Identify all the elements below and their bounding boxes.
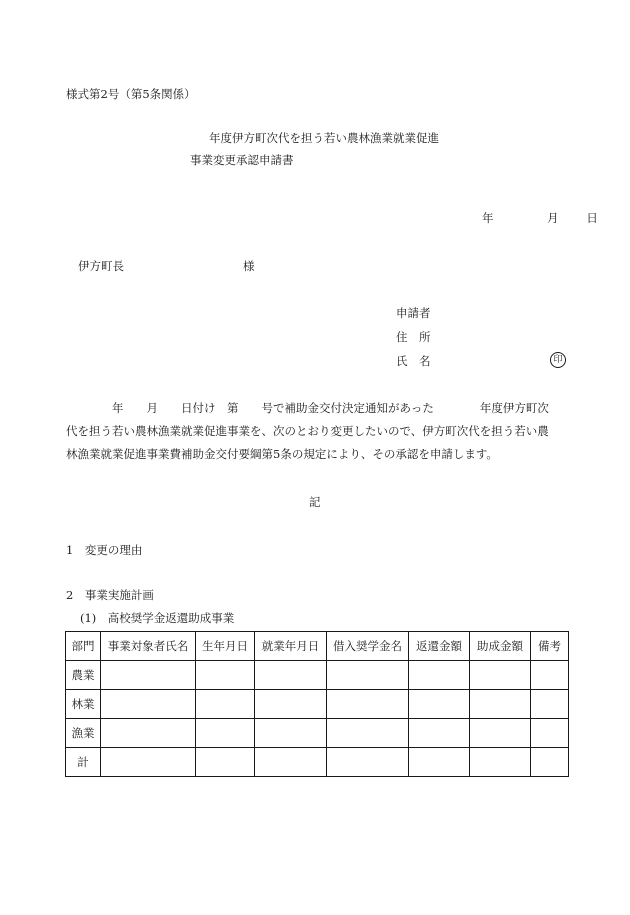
addressee-name: 伊方町長 — [78, 259, 124, 273]
table-cell[interactable] — [327, 719, 409, 748]
table-cell[interactable] — [101, 748, 196, 777]
document-title-line1: 年度伊方町次代を担う若い農林漁業就業促進 — [209, 131, 439, 145]
item-scholarship-subsidy: (1) 高校奨学金返還助成事業 — [80, 611, 235, 625]
item-change-reason: 1 変更の理由 — [66, 543, 143, 557]
body-line-2: 代を担う若い農林漁業就業促進事業を、次のとおり変更したいので、伊方町次代を担う若い農 — [66, 424, 549, 438]
seal-mark: 印 — [550, 352, 566, 368]
table-cell[interactable] — [470, 719, 531, 748]
table-cell[interactable] — [196, 719, 255, 748]
table-cell[interactable] — [196, 690, 255, 719]
body-line-1: 年 月 日付け 第 号で補助金交付決定通知があった 年度伊方町次 — [66, 401, 549, 415]
table-cell[interactable] — [409, 690, 470, 719]
table-row — [66, 690, 569, 719]
header-scholarship-name: 借入奨学金名 — [327, 632, 409, 661]
date-year: 年 — [482, 211, 494, 225]
item-implementation-plan: 2 事業実施計画 — [66, 588, 154, 602]
table-cell[interactable] — [531, 690, 569, 719]
table-cell[interactable] — [327, 690, 409, 719]
table-cell[interactable] — [327, 661, 409, 690]
table-cell[interactable] — [255, 690, 327, 719]
table-cell[interactable] — [101, 719, 196, 748]
name-label: 氏 名 — [396, 354, 431, 368]
table-row — [66, 748, 569, 777]
table-cell[interactable] — [470, 690, 531, 719]
header-birth-date: 生年月日 — [196, 632, 255, 661]
table-cell[interactable] — [255, 719, 327, 748]
header-repayment-amount: 返還金額 — [409, 632, 470, 661]
date-day: 日 — [586, 211, 598, 225]
table-cell[interactable] — [101, 690, 196, 719]
row-label-agriculture: 農業 — [66, 661, 101, 690]
header-department: 部門 — [66, 632, 101, 661]
table-cell[interactable] — [196, 748, 255, 777]
date-month: 月 — [547, 211, 559, 225]
table-cell[interactable] — [409, 661, 470, 690]
table-cell[interactable] — [409, 748, 470, 777]
table-cell[interactable] — [470, 748, 531, 777]
table-cell[interactable] — [196, 661, 255, 690]
table-cell[interactable] — [531, 661, 569, 690]
address-label: 住 所 — [396, 330, 431, 344]
table-row — [66, 661, 569, 690]
body-line-3: 林漁業就業促進事業費補助金交付要綱第5条の規定により、その承認を申請します。 — [66, 447, 498, 461]
header-target-name: 事業対象者氏名 — [101, 632, 196, 661]
header-employment-date: 就業年月日 — [255, 632, 327, 661]
date-row — [482, 210, 598, 226]
table-cell[interactable] — [255, 661, 327, 690]
row-label-forestry: 林業 — [66, 690, 101, 719]
addressee-honorific: 様 — [243, 259, 255, 273]
applicant-label: 申請者 — [396, 306, 431, 320]
row-label-fishery: 漁業 — [66, 719, 101, 748]
table-cell[interactable] — [531, 719, 569, 748]
header-subsidy-amount: 助成金額 — [470, 632, 531, 661]
table-cell[interactable] — [531, 748, 569, 777]
table-cell[interactable] — [255, 748, 327, 777]
table-header-row — [66, 632, 569, 661]
plan-table — [65, 631, 569, 777]
header-remarks: 備考 — [531, 632, 569, 661]
table-cell[interactable] — [409, 719, 470, 748]
table-row — [66, 719, 569, 748]
table-cell[interactable] — [101, 661, 196, 690]
ki-heading: 記 — [309, 495, 321, 509]
body-paragraph — [66, 397, 570, 466]
form-number: 様式第2号（第5条関係） — [66, 87, 196, 101]
document-title-line2: 事業変更承認申請書 — [190, 153, 294, 167]
table-cell[interactable] — [470, 661, 531, 690]
row-label-total: 計 — [66, 748, 101, 777]
table-cell[interactable] — [327, 748, 409, 777]
